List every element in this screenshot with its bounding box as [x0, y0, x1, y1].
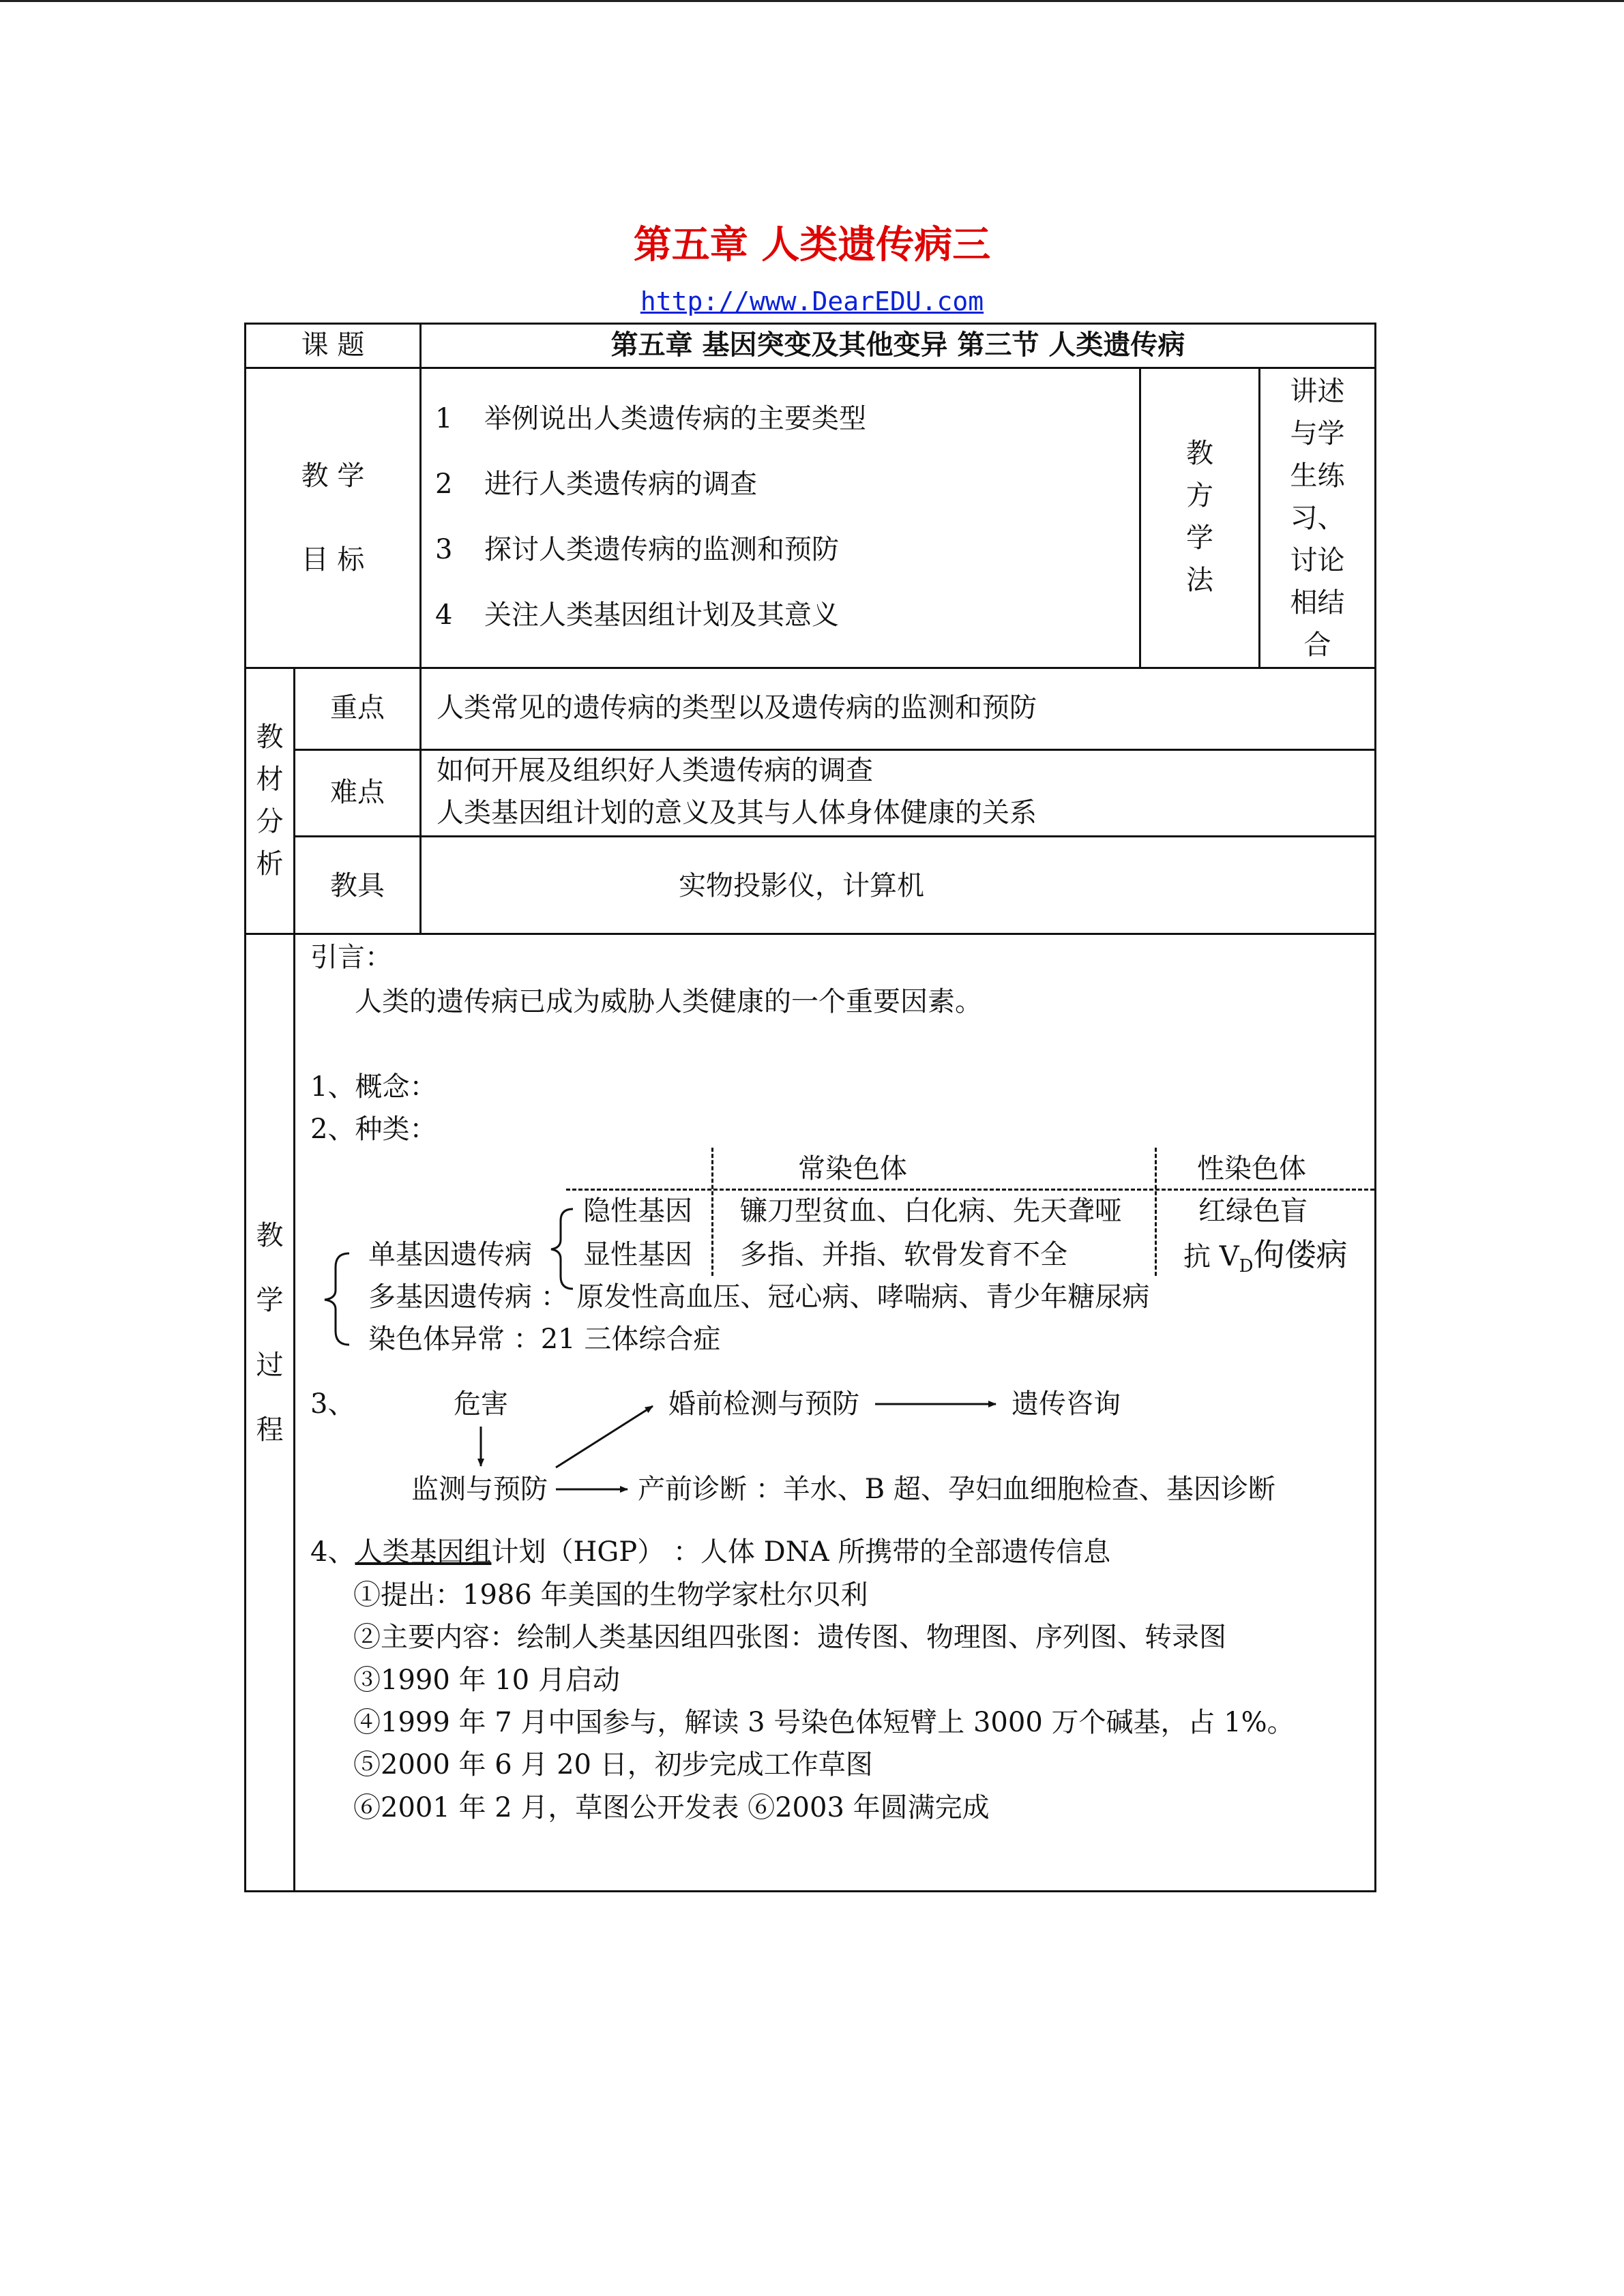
arrow-diagonal	[556, 1406, 653, 1467]
hgp-item: ④1999 年 7 月中国参与，解读 3 号染色体短臂上 3000 万个碱基，占 1%。	[353, 1707, 1295, 1738]
tools-label: 教具	[330, 870, 385, 901]
objective-text: 关注人类基因组计划及其意义	[484, 599, 839, 631]
objective-text: 举例说出人类遗传病的主要类型	[484, 403, 866, 434]
recessive-autosome-diseases: 镰刀型贫血、白化病、先天聋哑	[740, 1195, 1122, 1227]
dominant-sex-diseases: 抗 $V_D$佝偻病	[1183, 1236, 1348, 1277]
analysis-side-label: 教 材 分 析	[256, 721, 284, 880]
key-point-text: 人类常见的遗传病的类型以及遗传病的监测和预防	[437, 692, 1037, 724]
key-point-label: 重点	[330, 692, 385, 724]
hgp-heading: 4、人类基因组计划（HGP） ：人体 DNA 所携带的全部遗传信息	[310, 1536, 1111, 1568]
hgp-item: ⑤2000 年 6 月 20 日，初步完成工作草图	[353, 1749, 873, 1780]
objective-num: 1	[435, 403, 453, 434]
process-side-label: 教 学 过 程	[256, 1220, 284, 1446]
hgp-item: ①提出：1986 年美国的生物学家杜尔贝利	[353, 1579, 868, 1611]
concept-heading: 1、概念：	[310, 1071, 437, 1103]
source-link[interactable]: http://www.DearEDU.com	[640, 286, 984, 316]
single-gene-disease: 单基因遗传病	[368, 1239, 532, 1270]
hgp-item: ③1990 年 10 月启动	[353, 1665, 620, 1696]
dominant-gene-label: 显性基因	[583, 1239, 692, 1270]
large-brace	[325, 1253, 349, 1345]
dominant-autosome-diseases: 多指、并指、软骨发育不全	[740, 1239, 1067, 1270]
monitor-node: 监测与预防	[411, 1474, 548, 1505]
recessive-sex-diseases: 红绿色盲	[1198, 1195, 1308, 1227]
intro-label: 引言：	[310, 942, 392, 973]
objective-text: 进行人类遗传病的调查	[484, 468, 757, 500]
sex-chromosome-heading: 性染色体	[1197, 1153, 1306, 1184]
harm-node: 危害	[454, 1388, 508, 1420]
topic-text: 第五章 基因突变及其他变异 第三节 人类遗传病	[610, 329, 1185, 361]
hgp-item: ⑥2001 年 2 月，草图公开发表 ⑥2003 年圆满完成	[353, 1792, 990, 1823]
difficulty-text-2: 人类基因组计划的意义及其与人体身体健康的关系	[437, 797, 1037, 829]
method-text: 讲述 与学 生练 习、 讨论 相结 合	[1290, 376, 1345, 661]
objective-num: 2	[435, 468, 453, 500]
section-three-number: 3、	[310, 1388, 355, 1420]
types-heading: 2、种类：	[310, 1114, 437, 1145]
objective-num: 3	[435, 534, 453, 565]
autosome-heading: 常染色体	[798, 1153, 907, 1184]
page-title: 第五章 人类遗传病三	[633, 222, 991, 267]
tools-text: 实物投影仪，计算机	[679, 870, 924, 901]
counseling-node: 遗传咨询	[1012, 1388, 1121, 1420]
prenatal-node: 产前诊断 ：羊水、B 超、孕妇血细胞检查、基因诊断	[638, 1474, 1275, 1505]
method-label: 教 方 学 法	[1186, 438, 1213, 596]
intro-text: 人类的遗传病已成为威胁人类健康的一个重要因素。	[355, 986, 982, 1017]
premarital-node: 婚前检测与预防	[668, 1388, 859, 1420]
small-brace	[551, 1209, 573, 1289]
recessive-gene-label: 隐性基因	[583, 1195, 692, 1227]
objectives-label-2: 目 标	[301, 544, 365, 576]
multi-gene-disease: 多基因遗传病 ： 原发性高血压、冠心病、哮喘病、青少年糖尿病	[368, 1281, 1150, 1313]
objectives-label-1: 教 学	[301, 460, 365, 492]
chromosome-abnormality: 染色体异常 ：21 三体综合症	[368, 1324, 721, 1355]
topic-label: 课 题	[301, 329, 365, 361]
hgp-item: ②主要内容：绘制人类基因组四张图：遗传图、物理图、序列图、转录图	[353, 1622, 1226, 1653]
difficulty-text-1: 如何开展及组织好人类遗传病的调查	[437, 755, 873, 786]
objective-text: 探讨人类遗传病的监测和预防	[484, 534, 839, 565]
difficulty-label: 难点	[330, 777, 385, 808]
objective-num: 4	[435, 599, 453, 631]
